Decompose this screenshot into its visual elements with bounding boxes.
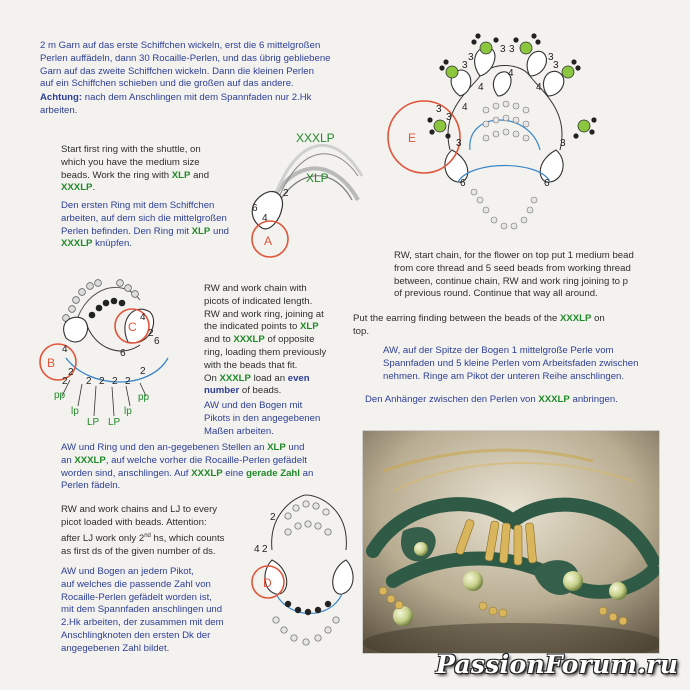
svg-text:pp: pp <box>54 390 66 401</box>
svg-text:4: 4 <box>262 213 268 224</box>
svg-text:pp: pp <box>138 392 150 403</box>
svg-text:2: 2 <box>86 376 92 387</box>
svg-text:4: 4 <box>254 544 260 555</box>
svg-text:4: 4 <box>508 68 514 79</box>
svg-text:LP: LP <box>108 417 121 428</box>
svg-text:B: B <box>47 356 56 370</box>
finding-english: Put the earring finding between the beads of the XXXLP on top. <box>353 313 605 337</box>
anhaenger-german: Den Anhänger zwischen den Perlen von XXXLP anbringen. <box>365 394 618 405</box>
svg-text:3: 3 <box>462 60 468 71</box>
svg-text:XLP: XLP <box>306 171 329 185</box>
svg-text:4: 4 <box>62 344 68 355</box>
finished-earring-photo <box>362 430 660 654</box>
svg-text:2: 2 <box>68 367 74 378</box>
svg-text:XXXLP: XXXLP <box>296 131 335 145</box>
svg-text:6: 6 <box>544 178 550 189</box>
diagram-d <box>252 495 353 645</box>
watermark-text: PassionForum.ru <box>436 650 679 679</box>
svg-text:6: 6 <box>252 203 258 214</box>
diagram-e <box>388 33 597 229</box>
svg-text:C: C <box>128 320 137 334</box>
svg-text:3: 3 <box>548 52 554 63</box>
svg-text:6: 6 <box>154 336 160 347</box>
step-a-german: Den ersten Ring mit dem Schiffchen arbeiten, auf dem sich die mittelgroßen Perlen befinden. Den Ring mit XLP und XXXLP knüpfen. <box>61 200 230 250</box>
svg-text:3: 3 <box>436 104 442 115</box>
step-c-german: AW und Ring und den an-gegebenen Stellen an XLP und an XXXLP, auf welche vorher die Rocaille-Perlen gefädelt worden sind, anschlingen. Auf XXXLP eine gerade Zahl an Perlen fädeln. <box>61 442 314 492</box>
svg-text:2: 2 <box>148 328 154 339</box>
step-d-english: RW and work chains and LJ to every picot loaded with beads. Attention: after LJ work only 2nd hs, which counts as first ds of the given number of ds. <box>61 504 225 557</box>
svg-text:6: 6 <box>120 348 126 359</box>
svg-text:lp: lp <box>71 406 79 417</box>
svg-text:2: 2 <box>99 376 105 387</box>
diagram-a <box>252 131 362 257</box>
svg-text:6: 6 <box>460 178 466 189</box>
svg-text:2: 2 <box>62 376 68 387</box>
svg-text:A: A <box>264 234 273 248</box>
svg-text:3: 3 <box>560 138 566 149</box>
svg-text:2: 2 <box>262 544 268 555</box>
svg-text:2: 2 <box>270 512 276 523</box>
step-b-english: RW and work chain with picots of indicated length. RW and work ring, joining at the indicated points to XLP and to XXXLP of opposite ring, loading them previously with the beads that fit. On XXXLP load an even number of beads. <box>204 283 327 397</box>
photo-illustration <box>363 431 659 653</box>
step-e-english: RW, start chain, for the flower on top put 1 medium bead from core thread and 5 seed beads from working thread between, continue chain, RW and work ring joining to p of previous round. Continue that way all around. <box>394 250 634 300</box>
step-b-german: AW und den Bogen mit Pikots in den angegebenen Maßen arbeiten. <box>204 400 321 437</box>
svg-text:4: 4 <box>462 102 468 113</box>
svg-text:4: 4 <box>536 82 542 93</box>
svg-text:E: E <box>408 131 417 145</box>
svg-text:LP: LP <box>87 417 100 428</box>
svg-text:D: D <box>263 576 272 590</box>
svg-text:3: 3 <box>446 112 452 123</box>
svg-text:4: 4 <box>478 82 484 93</box>
svg-text:3: 3 <box>553 60 559 71</box>
svg-text:4: 4 <box>140 312 146 323</box>
diagram-bc <box>40 280 168 428</box>
step-a-english: Start first ring with the shuttle, on which you have the medium size beads. Work the ring with XLP and XXXLP. <box>61 144 210 194</box>
svg-text:3: 3 <box>456 138 462 149</box>
svg-text:lp: lp <box>124 406 132 417</box>
intro-text: 2 m Garn auf das erste Schiffchen wickeln, erst die 6 mittelgroßen Perlen auffädeln, dann 30 Rocaille-Perlen, und das übrig gebliebene Garn auf das zweite Schiffchen wickeln. Dann die kleinen Perlen auf ein Schiffchen schieben und die großen auf das andere. Achtung: nach dem Anschlingen mit dem Spannfaden nur 2.Hk arbeiten. <box>40 40 331 116</box>
step-d-german: AW und Bogen an jedem Pikot, auf welches die passende Zahl von Rocaille-Perlen gefädelt worden ist, mit dem Spannfaden anschlingen und 2.Hk arbeiten, der zusammen mit dem Anschlingknoten den ersten Dk der angegebenen Zahl bildet. <box>61 566 224 654</box>
svg-text:3: 3 <box>500 44 506 55</box>
svg-text:2: 2 <box>283 188 289 199</box>
svg-text:2: 2 <box>125 376 131 387</box>
svg-text:3: 3 <box>509 44 515 55</box>
svg-text:3: 3 <box>468 52 474 63</box>
step-e-german: AW, auf der Spitze der Bogen 1 mittelgroße Perle vom Spannfaden und 5 kleine Perlen vom Arbeitsfaden zwischen nehmen. Ringe am Pikot der unteren Reihe anschlingen. <box>383 345 639 382</box>
svg-text:2: 2 <box>140 366 146 377</box>
svg-text:2: 2 <box>112 376 118 387</box>
